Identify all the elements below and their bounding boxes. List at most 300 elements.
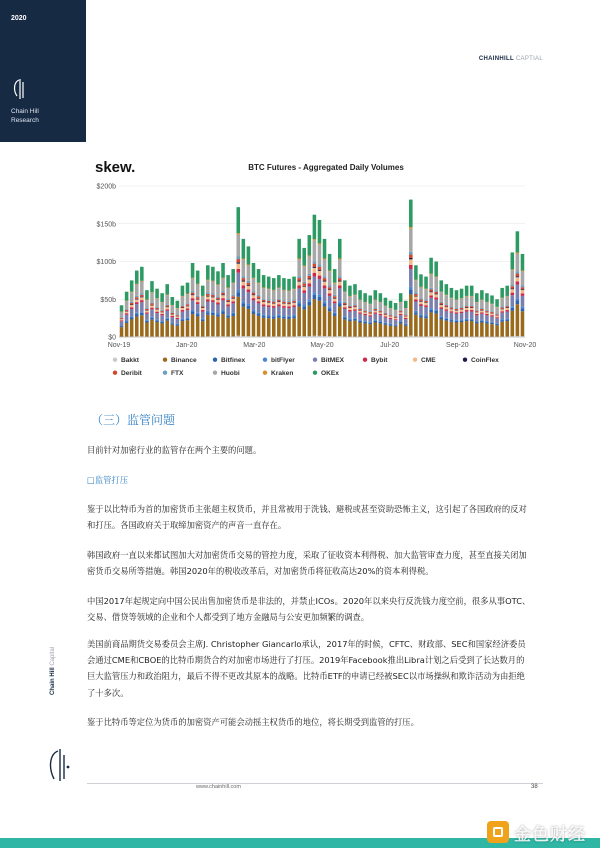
bar-segment (120, 325, 124, 326)
bar-segment (201, 308, 205, 310)
bar-segment (495, 317, 499, 318)
bar-segment (140, 313, 144, 315)
bar-segment (267, 301, 271, 303)
bar-segment (379, 321, 383, 322)
bar-segment (155, 307, 159, 308)
bar-segment (302, 284, 306, 286)
bar-segment (282, 304, 286, 306)
bar-segment (328, 287, 332, 289)
bar-segment (480, 314, 484, 320)
bar-segment (196, 297, 200, 299)
bar-segment (277, 314, 281, 315)
bar-segment (236, 262, 240, 263)
bar-segment (338, 239, 342, 259)
bar-segment (389, 325, 393, 326)
bar-segment (485, 315, 489, 321)
bar-segment (206, 296, 210, 297)
bar-segment (439, 304, 443, 305)
bar-segment (429, 288, 433, 290)
bar-segment (165, 284, 169, 295)
bar-segment (181, 305, 185, 306)
bar-segment (521, 286, 525, 288)
bar-segment (434, 277, 438, 290)
bar-segment (404, 315, 408, 316)
bar-segment (313, 261, 317, 263)
bar-segment (272, 316, 276, 317)
bar-segment (379, 311, 383, 312)
bar-segment (242, 285, 246, 288)
bar-segment (226, 305, 230, 307)
bar-segment (409, 259, 413, 265)
bar-segment (470, 310, 474, 312)
bar-segment (434, 292, 438, 294)
bar-segment (145, 322, 149, 336)
bar-segment (292, 302, 296, 303)
bar-segment (465, 321, 469, 336)
bar-segment (450, 288, 454, 298)
bar-segment (135, 296, 139, 297)
bar-segment (460, 319, 464, 320)
bar-segment (247, 265, 251, 266)
bar-segment (201, 318, 205, 319)
bar-segment (338, 282, 342, 286)
bar-segment (257, 301, 261, 303)
bar-segment (511, 306, 515, 308)
bar-segment (521, 307, 525, 309)
bar-segment (226, 287, 230, 288)
bar-segment (455, 311, 459, 313)
bar-segment (252, 295, 256, 298)
bar-segment (191, 310, 195, 311)
bar-segment (434, 311, 438, 314)
bar-segment (186, 294, 190, 303)
bar-segment (308, 256, 312, 273)
bar-segment (343, 309, 347, 316)
bar-segment (206, 315, 210, 337)
bar-segment (323, 259, 327, 276)
bar-segment (165, 295, 169, 304)
bar-segment (262, 314, 266, 315)
bar-segment (186, 306, 190, 308)
bar-segment (277, 305, 281, 307)
bar-segment (292, 300, 296, 301)
bar-segment (313, 276, 317, 292)
bar-segment (470, 318, 474, 319)
bar-segment (384, 298, 388, 306)
bar-segment (363, 302, 367, 309)
bar-segment (277, 275, 281, 287)
bar-segment (333, 312, 337, 313)
bar-segment (480, 312, 484, 313)
legend-label: Bakkt (121, 357, 139, 364)
bar-segment (201, 305, 205, 306)
bar-segment (445, 307, 449, 309)
y-tick-label: $50b (100, 296, 116, 304)
bar-segment (165, 305, 169, 306)
bar-segment (470, 321, 474, 336)
bar-segment (429, 274, 433, 287)
bar-segment (399, 311, 403, 312)
bar-segment (348, 310, 352, 312)
bar-segment (505, 307, 509, 308)
legend-label: Binance (171, 357, 197, 364)
bar-segment (455, 321, 459, 323)
bar-segment (318, 297, 322, 301)
bar-segment (429, 312, 433, 336)
bar-segment (226, 302, 230, 304)
bar-segment (384, 313, 388, 314)
watermark-logo-icon (487, 821, 509, 843)
bar-segment (343, 316, 347, 317)
bar-segment (511, 270, 515, 284)
bar-segment (460, 307, 464, 308)
bar-segment (257, 283, 261, 284)
bar-segment (287, 317, 291, 319)
legend-marker (113, 358, 117, 362)
bar-segment (160, 323, 164, 336)
bar-segment (460, 313, 464, 319)
bar-segment (439, 292, 443, 293)
bar-segment (226, 301, 230, 302)
bar-segment (206, 312, 210, 315)
bar-segment (495, 307, 499, 313)
bar-segment (399, 322, 403, 324)
bar-segment (176, 315, 180, 316)
bar-segment (368, 322, 372, 323)
bar-segment (242, 258, 246, 259)
bar-segment (500, 298, 504, 306)
bar-segment (419, 302, 423, 305)
bar-segment (308, 255, 312, 256)
bar-segment (140, 297, 144, 298)
bar-segment (272, 303, 276, 304)
bar-segment (211, 315, 215, 336)
bar-segment (358, 309, 362, 310)
bar-segment (470, 307, 474, 308)
bar-segment (439, 316, 443, 317)
watermark (487, 818, 597, 844)
bar-segment (155, 299, 159, 307)
bar-segment (313, 273, 317, 277)
bar-segment (262, 300, 266, 302)
bar-segment (272, 319, 276, 337)
bar-segment (404, 308, 408, 314)
bar-segment (353, 304, 357, 305)
x-tick-label: Jul-20 (380, 342, 400, 349)
bar-segment (521, 296, 525, 307)
bar-segment (231, 301, 235, 303)
bar-segment (287, 291, 291, 301)
bar-segment (328, 308, 332, 311)
bar-segment (242, 239, 246, 259)
bar-segment (308, 278, 312, 279)
bar-segment (221, 298, 225, 300)
bar-segment (434, 294, 438, 297)
bar-segment (206, 294, 210, 296)
bar-segment (323, 285, 327, 288)
bar-segment (181, 319, 185, 321)
bar-segment (409, 258, 413, 259)
bar-segment (155, 289, 159, 299)
legend-marker (263, 358, 267, 362)
bar-segment (277, 299, 281, 300)
bar-segment (348, 308, 352, 310)
bar-segment (495, 316, 499, 318)
bar-segment (236, 234, 240, 256)
bar-segment (211, 293, 215, 294)
bar-segment (313, 267, 317, 268)
legend-marker (313, 371, 317, 375)
bar-segment (429, 274, 433, 275)
bar-segment (516, 271, 520, 273)
bar-segment (191, 314, 195, 336)
bar-segment (257, 269, 261, 283)
header-brand-light: CAPTIAL (513, 56, 543, 62)
bar-segment (480, 308, 484, 309)
bar-segment (475, 314, 479, 315)
bar-segment (140, 282, 144, 294)
bar-segment (434, 294, 438, 295)
bar-segment (236, 273, 240, 290)
bar-segment (516, 252, 520, 253)
bar-segment (363, 322, 367, 324)
bar-segment (150, 292, 154, 293)
page-number: 38 (531, 784, 538, 790)
bar-segment (465, 307, 469, 308)
bar-segment (140, 302, 144, 311)
bar-segment (257, 298, 261, 299)
bar-segment (272, 278, 276, 290)
bar-segment (226, 299, 230, 300)
bar-segment (333, 269, 337, 283)
bar-segment (490, 315, 494, 316)
bar-segment (226, 288, 230, 299)
bar-segment (221, 311, 225, 314)
bar-segment (516, 298, 520, 300)
bar-segment (308, 300, 312, 302)
bar-segment (328, 290, 332, 293)
bar-segment (287, 319, 291, 336)
bar-segment (480, 321, 484, 323)
bar-segment (424, 307, 428, 315)
bar-segment (140, 267, 144, 281)
bar-segment (231, 296, 235, 298)
bar-segment (505, 296, 509, 297)
bar-segment (165, 318, 169, 319)
bar-segment (358, 311, 362, 313)
bar-segment (272, 317, 276, 319)
bar-segment (338, 276, 342, 278)
bar-segment (226, 275, 230, 287)
bar-segment (500, 313, 504, 319)
bar-segment (470, 319, 474, 321)
header-brand-bold: CHAINHILL (478, 56, 514, 62)
bar-segment (257, 316, 261, 336)
bar-segment (363, 293, 367, 302)
bar-segment (302, 287, 306, 291)
bar-segment (460, 322, 464, 337)
bar-segment (272, 290, 276, 291)
bar-segment (379, 323, 383, 336)
bar-segment (150, 302, 154, 303)
bar-segment (191, 295, 195, 298)
bar-segment (374, 300, 378, 308)
bar-segment (455, 314, 459, 320)
bar-segment (226, 306, 230, 314)
legend-marker (213, 358, 217, 362)
bar-segment (120, 317, 124, 318)
bar-segment (353, 295, 357, 296)
bar-segment (333, 283, 337, 295)
bar-segment (358, 321, 362, 323)
bar-segment (313, 268, 317, 273)
bar-segment (333, 303, 337, 312)
bar-segment (450, 320, 454, 322)
bar-segment (130, 280, 134, 291)
bar-segment (216, 284, 220, 285)
bar-segment (404, 317, 408, 318)
bar-segment (171, 317, 175, 322)
bar-segment (272, 306, 276, 308)
bar-segment (196, 296, 200, 297)
bar-segment (221, 295, 225, 298)
bar-segment (495, 314, 499, 315)
bar-segment (358, 290, 362, 299)
bar-segment (130, 307, 134, 309)
bar-segment (302, 309, 306, 336)
bar-segment (206, 280, 210, 292)
bar-segment (186, 304, 190, 305)
bar-segment (333, 295, 337, 296)
bar-segment (231, 295, 235, 296)
bar-segment (511, 252, 515, 269)
bar-segment (196, 304, 200, 313)
bar-segment (480, 290, 484, 299)
bar-segment (374, 308, 378, 309)
bar-segment (171, 314, 175, 316)
bar-segment (318, 270, 322, 271)
bar-segment (475, 302, 479, 309)
bar-segment (323, 239, 327, 259)
bar-segment (374, 311, 378, 313)
side-brand-bold: Chain Hill (50, 667, 56, 695)
bar-segment (500, 319, 504, 320)
bar-segment (277, 316, 281, 318)
bar-segment (262, 316, 266, 318)
bar-segment (434, 290, 438, 292)
legend-label: bitFlyer (271, 357, 295, 364)
bar-segment (297, 259, 301, 276)
bar-segment (348, 306, 352, 307)
bar-segment (465, 306, 469, 307)
bar-segment (196, 313, 200, 314)
bar-segment (399, 293, 403, 302)
bar-segment (511, 308, 515, 311)
bar-segment (181, 307, 185, 308)
bar-segment (176, 319, 180, 324)
bar-segment (465, 305, 469, 306)
bar-segment (505, 305, 509, 306)
bar-segment (150, 281, 154, 292)
bar-segment (287, 316, 291, 317)
bar-segment (439, 317, 443, 319)
bar-segment (191, 311, 195, 314)
bar-segment (130, 302, 134, 303)
bar-segment (287, 301, 291, 302)
bar-segment (216, 304, 220, 313)
bar-segment (191, 263, 195, 278)
bar-segment (130, 292, 134, 302)
bar-segment (353, 307, 357, 308)
bar-segment (409, 287, 413, 290)
bar-segment (282, 278, 286, 290)
bar-segment (505, 321, 509, 336)
bar-segment (130, 317, 134, 319)
bar-segment (206, 299, 210, 301)
bar-segment (495, 324, 499, 325)
bar-segment (236, 292, 240, 297)
bar-segment (272, 300, 276, 301)
bar-segment (374, 322, 378, 336)
bar-segment (186, 306, 190, 307)
bar-segment (125, 301, 129, 309)
bar-segment (434, 300, 438, 310)
bar-segment (302, 267, 306, 282)
bar-segment (465, 318, 469, 319)
bar-segment (196, 299, 200, 300)
bar-segment (353, 321, 357, 337)
bar-segment (308, 302, 312, 306)
bar-segment (353, 295, 357, 304)
bar-segment (135, 299, 139, 302)
bar-segment (495, 323, 499, 324)
x-tick-label: Mar-20 (243, 342, 266, 349)
bar-segment (323, 276, 327, 278)
bar-segment (358, 300, 362, 308)
bar-segment (308, 287, 312, 300)
bar-segment (282, 308, 286, 316)
bar-segment (333, 314, 337, 316)
bar-segment (313, 292, 317, 294)
bar-segment (333, 296, 337, 298)
bar-segment (318, 271, 322, 276)
bar-segment (368, 316, 372, 321)
bar-segment (160, 302, 164, 309)
bar-segment (450, 309, 454, 311)
bar-segment (247, 265, 251, 280)
bar-segment (201, 310, 205, 312)
bar-segment (125, 320, 129, 321)
bar-segment (470, 296, 474, 297)
bar-segment (308, 274, 312, 276)
bar-segment (348, 312, 352, 319)
bar-segment (389, 318, 393, 319)
legend-marker (213, 371, 217, 375)
bar-segment (414, 311, 418, 312)
bar-segment (247, 246, 251, 264)
bar-segment (445, 321, 449, 337)
bar-segment (328, 271, 332, 285)
bar-segment (216, 300, 220, 303)
bar-segment (434, 262, 438, 277)
bar-segment (287, 290, 291, 291)
bar-segment (511, 285, 515, 287)
bar-segment (201, 321, 205, 336)
bar-segment (181, 296, 185, 305)
bar-segment (460, 289, 464, 299)
bar-segment (150, 305, 154, 306)
x-tick-label: Nov-20 (513, 342, 537, 349)
